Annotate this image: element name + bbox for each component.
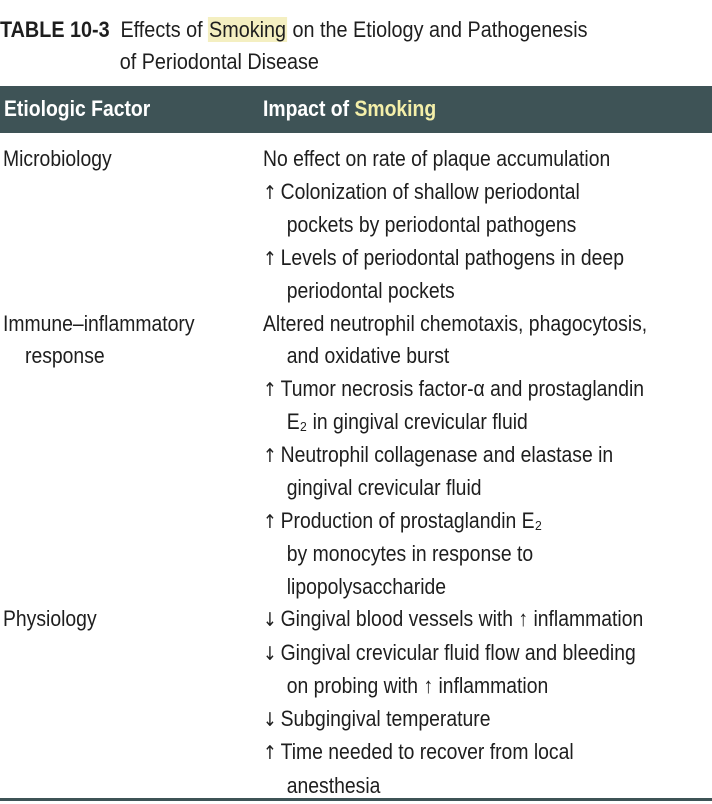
impact-text: Gingival crevicular fluid flow and bleeding — [280, 639, 636, 665]
impact-text: Altered neutrophil chemotaxis, phagocytosis, — [263, 310, 648, 336]
impact-text: Levels of periodontal pathogens in deep — [280, 244, 624, 270]
column-header-impact-text: Impact of — [263, 96, 355, 121]
table-body — [0, 143, 712, 802]
impact-text: Neutrophil collagenase and elastase in — [280, 441, 614, 467]
arrow-down-icon: ↓ — [263, 609, 278, 631]
arrow-up-icon: ↑ — [263, 444, 278, 467]
impact-cell — [263, 143, 712, 308]
column-header-impact-highlight: Smoking — [354, 96, 437, 121]
arrow-down-icon: ↓ — [263, 708, 278, 731]
impact-item — [263, 308, 658, 341]
etiologic-factor-cell — [3, 308, 195, 373]
impact-item — [263, 736, 658, 770]
impact-item — [263, 439, 658, 473]
impact-text: Colonization of shallow periodontal — [280, 178, 580, 204]
impact-text: gingival crevicular fluid — [286, 475, 482, 500]
table-title — [0, 14, 641, 78]
impact-item — [263, 603, 658, 637]
impact-item — [263, 209, 658, 242]
arrow-up-icon: ↑ — [263, 181, 278, 204]
table-title-text-post: on the Etiology and Pathogenesis — [286, 17, 588, 42]
table-title-highlight: Smoking — [209, 17, 287, 42]
impact-text: periodontal pockets — [286, 278, 455, 303]
impact-item — [263, 143, 658, 176]
etiologic-factor-text: Physiology — [3, 606, 97, 631]
arrow-up-icon: ↑ — [263, 378, 278, 401]
table-title-text-pre: Effects of — [120, 17, 209, 42]
column-header-impact — [263, 96, 436, 122]
table-row — [0, 308, 712, 604]
arrow-up-icon: ↑ — [263, 247, 278, 270]
impact-item — [263, 538, 658, 571]
impact-item — [263, 703, 658, 737]
impact-item — [263, 242, 658, 276]
table-header — [0, 86, 712, 133]
etiologic-factor-text: Microbiology — [3, 146, 112, 171]
impact-item — [263, 505, 658, 539]
impact-cell — [263, 603, 712, 802]
impact-text: on probing with ↑ inflammation — [286, 673, 549, 698]
etiologic-factor-cell — [3, 603, 97, 636]
impact-item — [263, 637, 658, 671]
table-title-line1 — [0, 14, 641, 46]
impact-item — [263, 406, 658, 439]
arrow-up-icon: ↑ — [263, 742, 278, 764]
table-bottom-rule — [0, 798, 712, 801]
table-row — [0, 143, 712, 308]
etiologic-factor-cell — [3, 143, 112, 176]
arrow-up-icon: ↑ — [263, 510, 278, 533]
impact-cell — [263, 308, 712, 604]
impact-text: and oxidative burst — [286, 343, 450, 368]
table-title-line2: of Periodontal Disease — [119, 49, 319, 74]
impact-item — [263, 571, 658, 604]
etiologic-factor-text: Immune–inflammatory — [3, 310, 195, 336]
impact-text: Production of prostaglandin E₂ — [280, 507, 543, 533]
impact-text: No effect on rate of plaque accumulation — [263, 146, 611, 171]
table-row — [0, 603, 712, 802]
impact-item — [263, 340, 658, 373]
impact-text: Time needed to recover from local — [280, 739, 574, 764]
column-header-etiologic-factor: Etiologic Factor — [4, 96, 151, 121]
impact-text: anesthesia — [286, 772, 381, 798]
impact-text: lipopolysaccharide — [286, 573, 447, 599]
impact-text: E₂ in gingival crevicular fluid — [286, 409, 528, 434]
table-label: TABLE 10-3 — [0, 17, 110, 42]
impact-item — [263, 176, 658, 210]
etiologic-factor-text: response — [25, 343, 105, 368]
impact-item — [263, 373, 658, 407]
impact-item — [263, 275, 658, 308]
impact-text: Gingival blood vessels with ↑ inflammation — [280, 606, 644, 631]
impact-text: by monocytes in response to — [286, 541, 534, 566]
impact-item — [263, 670, 658, 703]
impact-text: pockets by periodontal pathogens — [286, 212, 577, 237]
arrow-down-icon: ↓ — [263, 642, 278, 665]
impact-text: Tumor necrosis factor-α and prostaglandin — [280, 375, 645, 401]
impact-text: Subgingival temperature — [280, 705, 491, 731]
impact-item — [263, 472, 658, 505]
